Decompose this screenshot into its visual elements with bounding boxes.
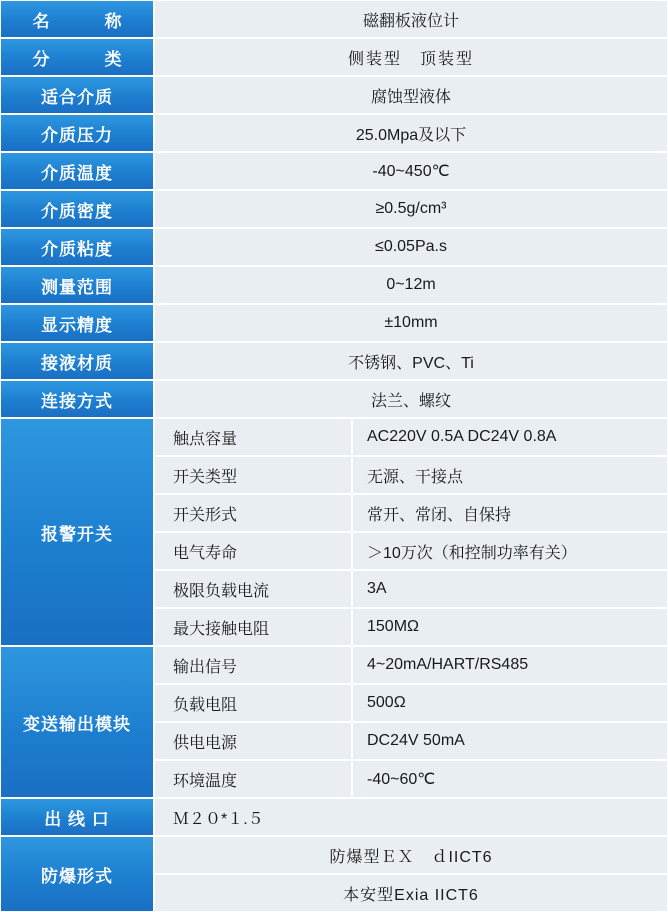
table-row [154, 494, 668, 532]
sub-label-max-load-current: 极限负载电流 [154, 570, 352, 608]
table-row [154, 418, 668, 456]
row-label-wetted-material: 接液材质 [0, 342, 154, 380]
sub-value-ambient-temperature: -40~60℃ [352, 760, 668, 798]
table-row [154, 684, 668, 722]
table-row [154, 722, 668, 760]
row-label-classification: 分 类 [0, 38, 154, 76]
row-value-accuracy: ±10mm [154, 304, 668, 342]
sub-value-switch-form: 常开、常闭、自保持 [352, 494, 668, 532]
table-row [154, 570, 668, 608]
group-body-alarm-switch [154, 418, 668, 646]
sub-label-load-resistance: 负载电阻 [154, 684, 352, 722]
table-row [0, 38, 668, 76]
row-label-pressure: 介质压力 [0, 114, 154, 152]
row-value-medium: 腐蚀型液体 [154, 76, 668, 114]
table-row [154, 760, 668, 798]
sub-label-electrical-life: 电气寿命 [154, 532, 352, 570]
table-row [0, 380, 668, 418]
sub-value-electrical-life: ＞10万次（和控制功率有关） [352, 532, 668, 570]
sub-value-max-load-current: 3A [352, 570, 668, 608]
sub-label-power-supply: 供电电源 [154, 722, 352, 760]
table-row [154, 532, 668, 570]
table-row [0, 0, 668, 38]
sub-value-explosion-proof-ex-d: 防爆型ＥＸ ｄIICT6 [154, 836, 668, 874]
table-row [0, 114, 668, 152]
table-row [0, 190, 668, 228]
row-value-wetted-material: 不锈钢、PVC、Ti [154, 342, 668, 380]
table-row [0, 342, 668, 380]
row-label-outlet: 出 线 口 [0, 798, 154, 836]
sub-value-output-signal: 4~20mA/HART/RS485 [352, 646, 668, 684]
table-row [0, 798, 668, 836]
sub-value-contact-capacity: AC220V 0.5A DC24V 0.8A [352, 418, 668, 456]
table-row-group-alarm-switch [0, 418, 668, 646]
table-row [154, 646, 668, 684]
row-value-temperature: -40~450℃ [154, 152, 668, 190]
row-label-range: 测量范围 [0, 266, 154, 304]
table-row [154, 608, 668, 646]
row-label-name: 名 称 [0, 0, 154, 38]
group-label-alarm-switch: 报警开关 [0, 418, 154, 646]
row-label-temperature: 介质温度 [0, 152, 154, 190]
row-value-pressure: 25.0Mpa及以下 [154, 114, 668, 152]
sub-value-power-supply: DC24V 50mA [352, 722, 668, 760]
table-row [0, 152, 668, 190]
alarm-switch-subtable [154, 418, 668, 646]
row-value-range: 0~12m [154, 266, 668, 304]
group-label-explosion-proof: 防爆形式 [0, 836, 154, 912]
table-row [0, 76, 668, 114]
group-body-transmitter-module [154, 646, 668, 798]
sub-value-explosion-proof-exia: 本安型Exia IICT6 [154, 874, 668, 912]
group-body-explosion-proof [154, 836, 668, 912]
row-value-connection: 法兰、螺纹 [154, 380, 668, 418]
table-row [0, 266, 668, 304]
table-row [154, 836, 668, 874]
transmitter-subtable [154, 646, 668, 798]
table-row [154, 456, 668, 494]
sub-value-max-contact-resistance: 150MΩ [352, 608, 668, 646]
sub-label-max-contact-resistance: 最大接触电阻 [154, 608, 352, 646]
sub-value-load-resistance: 500Ω [352, 684, 668, 722]
table-row [154, 874, 668, 912]
row-value-outlet: Ｍ２０*１.５ [154, 798, 668, 836]
row-label-accuracy: 显示精度 [0, 304, 154, 342]
row-value-name: 磁翻板液位计 [154, 0, 668, 38]
table-row-group-explosion-proof [0, 836, 668, 912]
table-row [0, 228, 668, 266]
row-label-viscosity: 介质粘度 [0, 228, 154, 266]
row-value-density: ≥0.5g/cm³ [154, 190, 668, 228]
row-label-medium: 适合介质 [0, 76, 154, 114]
row-value-classification: 侧装型 顶装型 [154, 38, 668, 76]
sub-label-switch-form: 开关形式 [154, 494, 352, 532]
row-label-connection: 连接方式 [0, 380, 154, 418]
sub-value-switch-type: 无源、干接点 [352, 456, 668, 494]
sub-label-ambient-temperature: 环境温度 [154, 760, 352, 798]
row-value-viscosity: ≤0.05Pa.s [154, 228, 668, 266]
sub-label-switch-type: 开关类型 [154, 456, 352, 494]
sub-label-contact-capacity: 触点容量 [154, 418, 352, 456]
row-label-density: 介质密度 [0, 190, 154, 228]
group-label-transmitter-module: 变送输出模块 [0, 646, 154, 798]
table-row [0, 304, 668, 342]
sub-label-output-signal: 输出信号 [154, 646, 352, 684]
table-row-group-transmitter [0, 646, 668, 798]
explosion-proof-subtable [154, 836, 668, 912]
